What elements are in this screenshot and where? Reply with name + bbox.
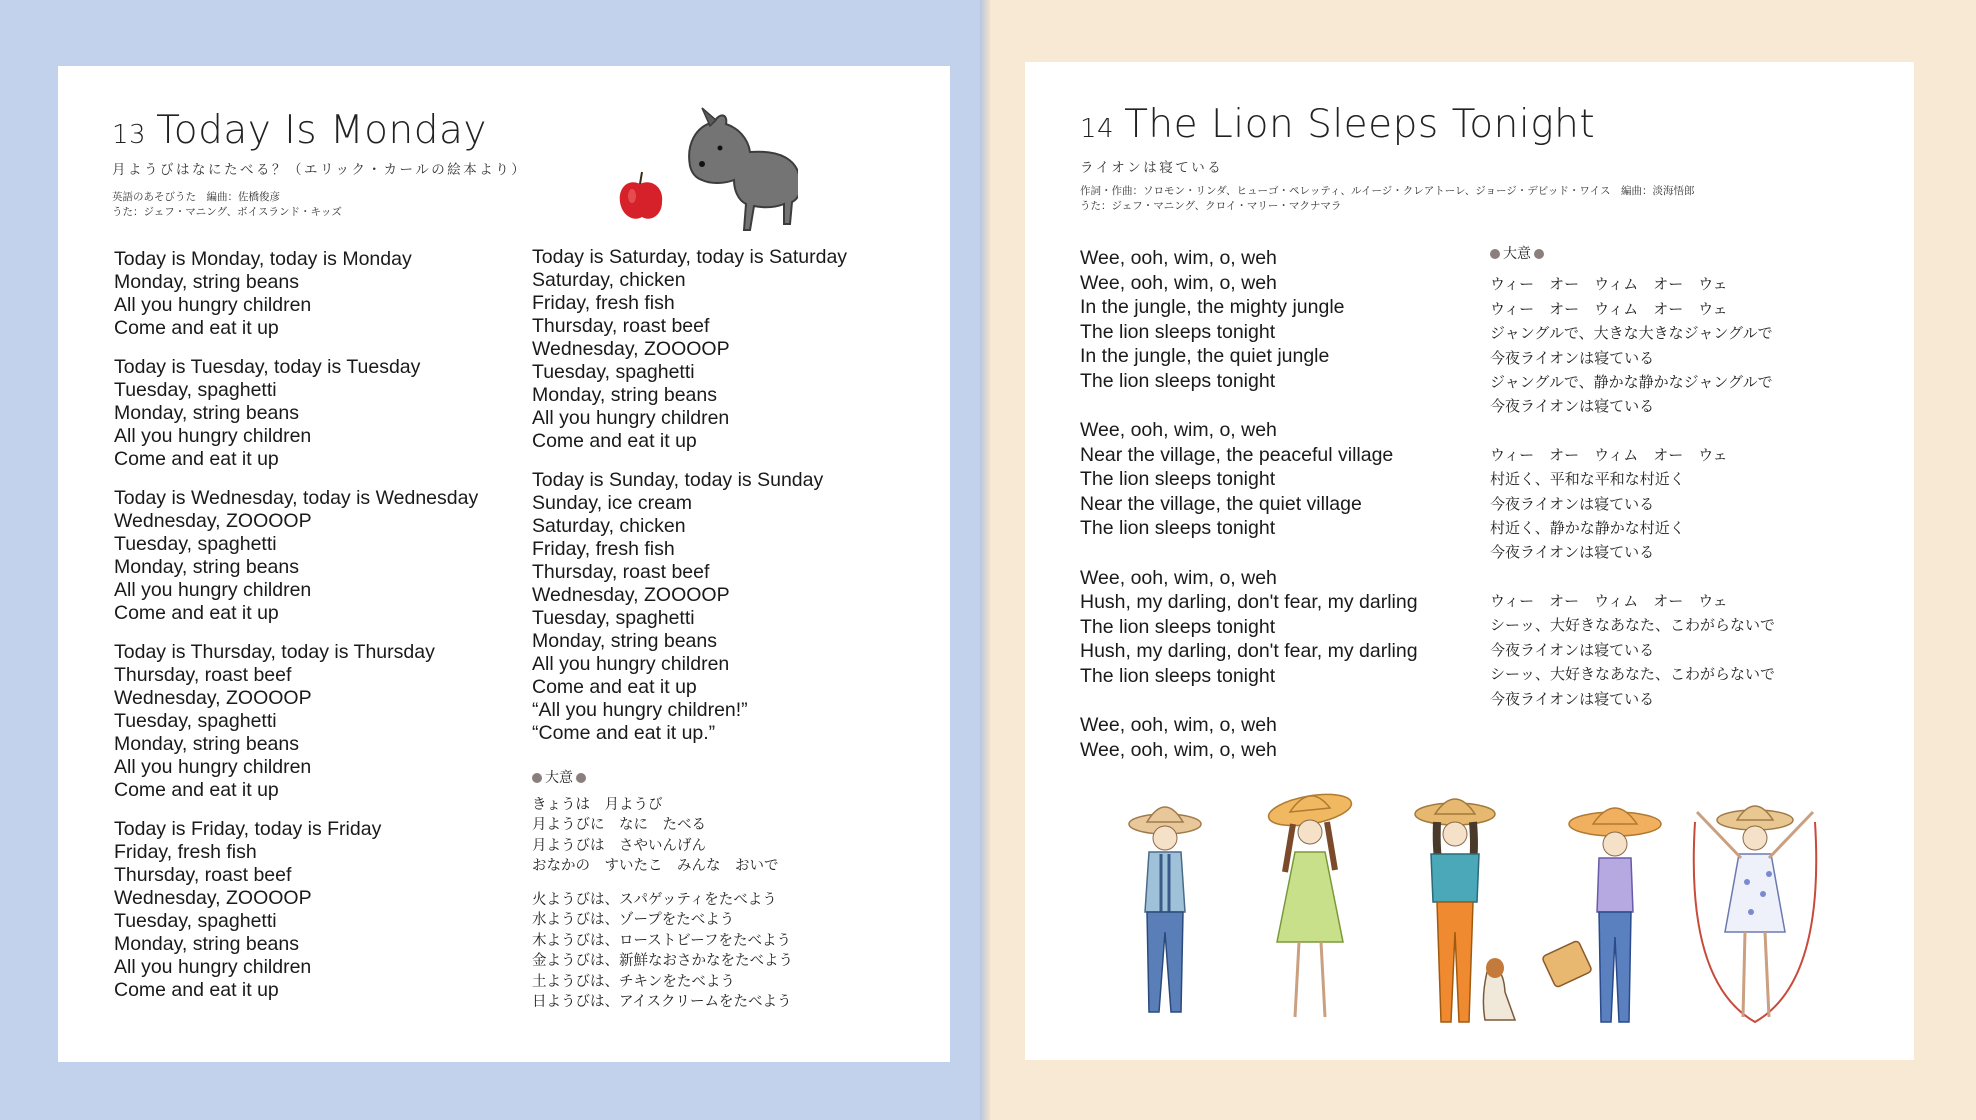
lyric-line: Monday, string beans [532, 384, 717, 406]
lyric-line: Wednesday, ZOOOOP [532, 338, 730, 360]
stanza [1490, 272, 1775, 418]
lyric-line: Come and eat it up [532, 430, 697, 452]
lyric-line: Today is Sunday, today is Sunday [532, 469, 824, 491]
lyric-line: “Come and eat it up.” [532, 722, 716, 744]
lyric-line: Wee, ooh, wim, o, weh [1080, 247, 1277, 269]
summary-label: 大意 [545, 770, 573, 786]
lyric-line: Friday, fresh fish [532, 292, 675, 314]
lyric-line: Wednesday, ZOOOOP [532, 584, 730, 606]
lyric-line: “All you hungry children!” [532, 699, 748, 721]
lyric-line: All you hungry children [114, 425, 312, 447]
jp-line: ジャングルで、静かな静かなジャングルで [1490, 373, 1773, 392]
song-13-credits [112, 190, 342, 220]
lyric-line: Today is Wednesday, today is Wednesday [114, 487, 479, 509]
lyric-line: All you hungry children [114, 294, 312, 316]
lyric-line: Saturday, chicken [532, 515, 686, 537]
stanza [1490, 589, 1775, 711]
lyric-line: Tuesday, spaghetti [114, 910, 277, 932]
japanese-summary-left [532, 768, 793, 1026]
girl-jump-rope-figure [1694, 806, 1817, 1022]
lyric-line: In the jungle, the mighty jungle [1080, 296, 1345, 318]
lyric-line: Today is Friday, today is Friday [114, 818, 382, 840]
song-13-subtitle: 月ようびはなにたべる？（エリック・カールの絵本より） [112, 162, 528, 178]
jp-line: 月ようびは さやいんげん [532, 837, 706, 854]
lyric-line: In the jungle, the quiet jungle [1080, 345, 1330, 367]
lyric-line: Tuesday, spaghetti [114, 379, 277, 401]
lyric-line: The lion sleeps tonight [1080, 664, 1276, 687]
lyric-line: All you hungry children [532, 407, 730, 429]
lyric-line: Monday, string beans [114, 933, 299, 955]
english-lyrics-right [1080, 246, 1418, 787]
song-title: The Lion Sleeps Tonight [1124, 102, 1596, 147]
jp-line: 村近く、静かな静かな村近く [1490, 519, 1685, 538]
credit-line: うた：ジェフ・マニング、クロイ・マリー・マクナマラ [1080, 200, 1342, 212]
lyric-line: Monday, string beans [114, 556, 299, 578]
lyric-line: Saturday, chicken [532, 269, 686, 291]
track-number: 13 [112, 120, 147, 150]
lyric-line: Wee, ooh, wim, o, weh [1080, 419, 1277, 441]
song-14-subtitle: ライオンは寝ている [1080, 160, 1224, 176]
stanza [114, 487, 478, 625]
lyric-line: Come and eat it up [114, 979, 279, 1001]
stanza [114, 641, 478, 802]
lyric-line: Come and eat it up [532, 676, 697, 698]
lyric-line: The lion sleeps tonight [1080, 320, 1276, 343]
lyric-line: All you hungry children [532, 653, 730, 675]
bullet-dot-icon [1490, 249, 1500, 259]
jp-line: 土ようびは、チキンをたべよう [532, 973, 735, 990]
stanza [532, 246, 847, 453]
lyric-line: The lion sleeps tonight [1080, 517, 1276, 539]
lyric-line: Thursday, roast beef [114, 864, 292, 886]
credit-line: 英語のあそびうた 編曲：佐橋俊彦 [112, 191, 280, 203]
girls-in-hats-illustration [1085, 762, 1885, 1062]
japanese-summary-right [1490, 242, 1775, 735]
stanza [532, 890, 793, 1013]
lyric-line: Monday, string beans [532, 630, 717, 652]
lyric-line: Sunday, ice cream [532, 492, 693, 514]
lyric-line: All you hungry children [114, 756, 312, 778]
goat-icon [689, 108, 798, 230]
lyric-line: Today is Tuesday, today is Tuesday [114, 356, 421, 378]
stanza [114, 248, 478, 340]
stanza [1080, 566, 1418, 689]
jp-line: ウィー オー ウィム オー ウェ [1490, 445, 1728, 464]
bullet-dot-icon [532, 773, 542, 783]
jp-line: 火ようびは、スパゲッティをたべよう [532, 891, 777, 908]
lyric-line: Come and eat it up [114, 317, 279, 339]
jp-line: シーッ、大好きなあなた、こわがらないで [1490, 665, 1776, 684]
lyric-line: Come and eat it up [114, 448, 279, 470]
goat-and-apple-illustration [578, 104, 798, 244]
lyric-line: Tuesday, spaghetti [114, 533, 277, 555]
lyric-line: Wednesday, ZOOOOP [114, 687, 312, 709]
stanza [532, 469, 847, 745]
lyric-line: Friday, fresh fish [532, 538, 675, 560]
lyric-line: The lion sleeps tonight [1080, 369, 1276, 392]
lyric-line: Monday, string beans [114, 402, 299, 424]
song-13-title [112, 108, 487, 153]
lyric-line: Today is Saturday, today is Saturday [532, 246, 848, 268]
jp-line: 今夜ライオンは寝ている [1490, 640, 1655, 659]
girl-with-dog-figure [1415, 799, 1515, 1022]
lyric-line: Thursday, roast beef [532, 561, 710, 583]
jp-line: 日ようびは、アイスクリームをたべよう [532, 994, 792, 1010]
lyric-line: Today is Thursday, today is Thursday [114, 641, 435, 663]
jp-line: 水ようびは、ゾープをたべよう [532, 912, 735, 928]
jp-line: 今夜ライオンは寝ている [1490, 543, 1655, 562]
lyric-line: Wee, ooh, wim, o, weh [1080, 714, 1277, 736]
lyric-line: Friday, fresh fish [114, 841, 257, 863]
lyric-line: Wee, ooh, wim, o, weh [1080, 566, 1277, 589]
song-14-credits [1080, 184, 1694, 214]
lyric-line: Tuesday, spaghetti [114, 710, 277, 732]
jp-line: きょうは 月ようび [532, 796, 663, 813]
lyric-line: Near the village, the quiet village [1080, 492, 1362, 515]
bullet-dot-icon [576, 773, 586, 783]
jp-line: 今夜ライオンは寝ている [1490, 348, 1655, 367]
english-lyrics-col1 [114, 248, 478, 1018]
credit-line: 作詞・作曲：ソロモン・リンダ、ヒューゴ・ペレッティ、ルイージ・クレアトーレ、ジョージ・デビッド・ワイス 編曲：淡海悟郎 [1080, 185, 1695, 197]
jp-line: 今夜ライオンは寝ている [1490, 689, 1655, 708]
song-title: Today Is Monday [156, 108, 487, 153]
track-number: 14 [1080, 114, 1115, 144]
jp-line: ウィー オー ウィム オー ウェ [1490, 275, 1728, 294]
lyric-line: All you hungry children [114, 956, 312, 978]
stanza [1080, 418, 1418, 541]
lyric-line: Monday, string beans [114, 733, 299, 755]
lyric-line: Wednesday, ZOOOOP [114, 510, 312, 532]
stanza [1080, 713, 1418, 762]
lyric-line: Tuesday, spaghetti [532, 361, 695, 383]
jp-line: ジャングルで、大きな大きなジャングルで [1490, 324, 1773, 343]
girl-green-dress-figure [1266, 789, 1354, 1017]
song-14-card [1025, 62, 1914, 1060]
lyric-line: Thursday, roast beef [114, 664, 292, 686]
book-gutter [980, 0, 990, 1120]
summary-heading [1490, 242, 1775, 266]
lyric-line: Wee, ooh, wim, o, weh [1080, 738, 1277, 761]
summary-label: 大意 [1503, 246, 1531, 262]
jp-line: 今夜ライオンは寝ている [1490, 397, 1655, 416]
english-lyrics-col2 [532, 246, 847, 761]
stanza [114, 356, 478, 471]
jp-line: 今夜ライオンは寝ている [1490, 494, 1655, 513]
lyric-line: Hush, my darling, don't fear, my darling [1080, 640, 1418, 662]
lyric-line: Come and eat it up [114, 779, 279, 801]
stanza [1490, 443, 1775, 565]
song-13-card [58, 66, 950, 1062]
bullet-dot-icon [1534, 249, 1544, 259]
jp-line: 金ようびは、新鮮なおさかなをたべよう [532, 953, 793, 969]
lyric-line: The lion sleeps tonight [1080, 615, 1276, 638]
lyric-line: Wee, ooh, wim, o, weh [1080, 271, 1277, 294]
jp-line: 月ようびに なに たべる [532, 817, 706, 833]
lyric-line: All you hungry children [114, 579, 312, 601]
girl-blue-outfit-figure [1129, 807, 1201, 1012]
lyric-line: Near the village, the peaceful village [1080, 443, 1394, 466]
lyric-line: Hush, my darling, don't fear, my darling [1080, 591, 1418, 613]
apple-icon [620, 172, 662, 219]
stanza [1080, 246, 1418, 393]
lyric-line: Tuesday, spaghetti [532, 607, 695, 629]
girl-with-bag-figure [1542, 808, 1661, 1022]
jp-line: シーッ、大好きなあなた、こわがらないで [1490, 616, 1776, 635]
lyric-line: Monday, string beans [114, 271, 299, 293]
jp-line: ウィー オー ウィム オー ウェ [1490, 299, 1728, 318]
lyric-line: Thursday, roast beef [532, 315, 710, 337]
lyric-line: Wednesday, ZOOOOP [114, 887, 312, 909]
lyric-line: The lion sleeps tonight [1080, 468, 1276, 490]
jp-line: おなかの すいたこ みんな おいで [532, 858, 779, 874]
credit-line: うた：ジェフ・マニング、ボイスランド・キッズ [112, 206, 342, 218]
song-14-title [1080, 102, 1595, 147]
lyric-line: Today is Monday, today is Monday [114, 248, 412, 270]
stanza [114, 818, 478, 1002]
jp-line: ウィー オー ウィム オー ウェ [1490, 591, 1728, 610]
jp-line: 村近く、平和な平和な村近く [1490, 470, 1685, 489]
lyric-line: Come and eat it up [114, 602, 279, 624]
summary-heading [532, 768, 793, 789]
jp-line: 木ようびは、ローストビーフをたべよう [532, 932, 791, 949]
stanza [532, 795, 793, 877]
